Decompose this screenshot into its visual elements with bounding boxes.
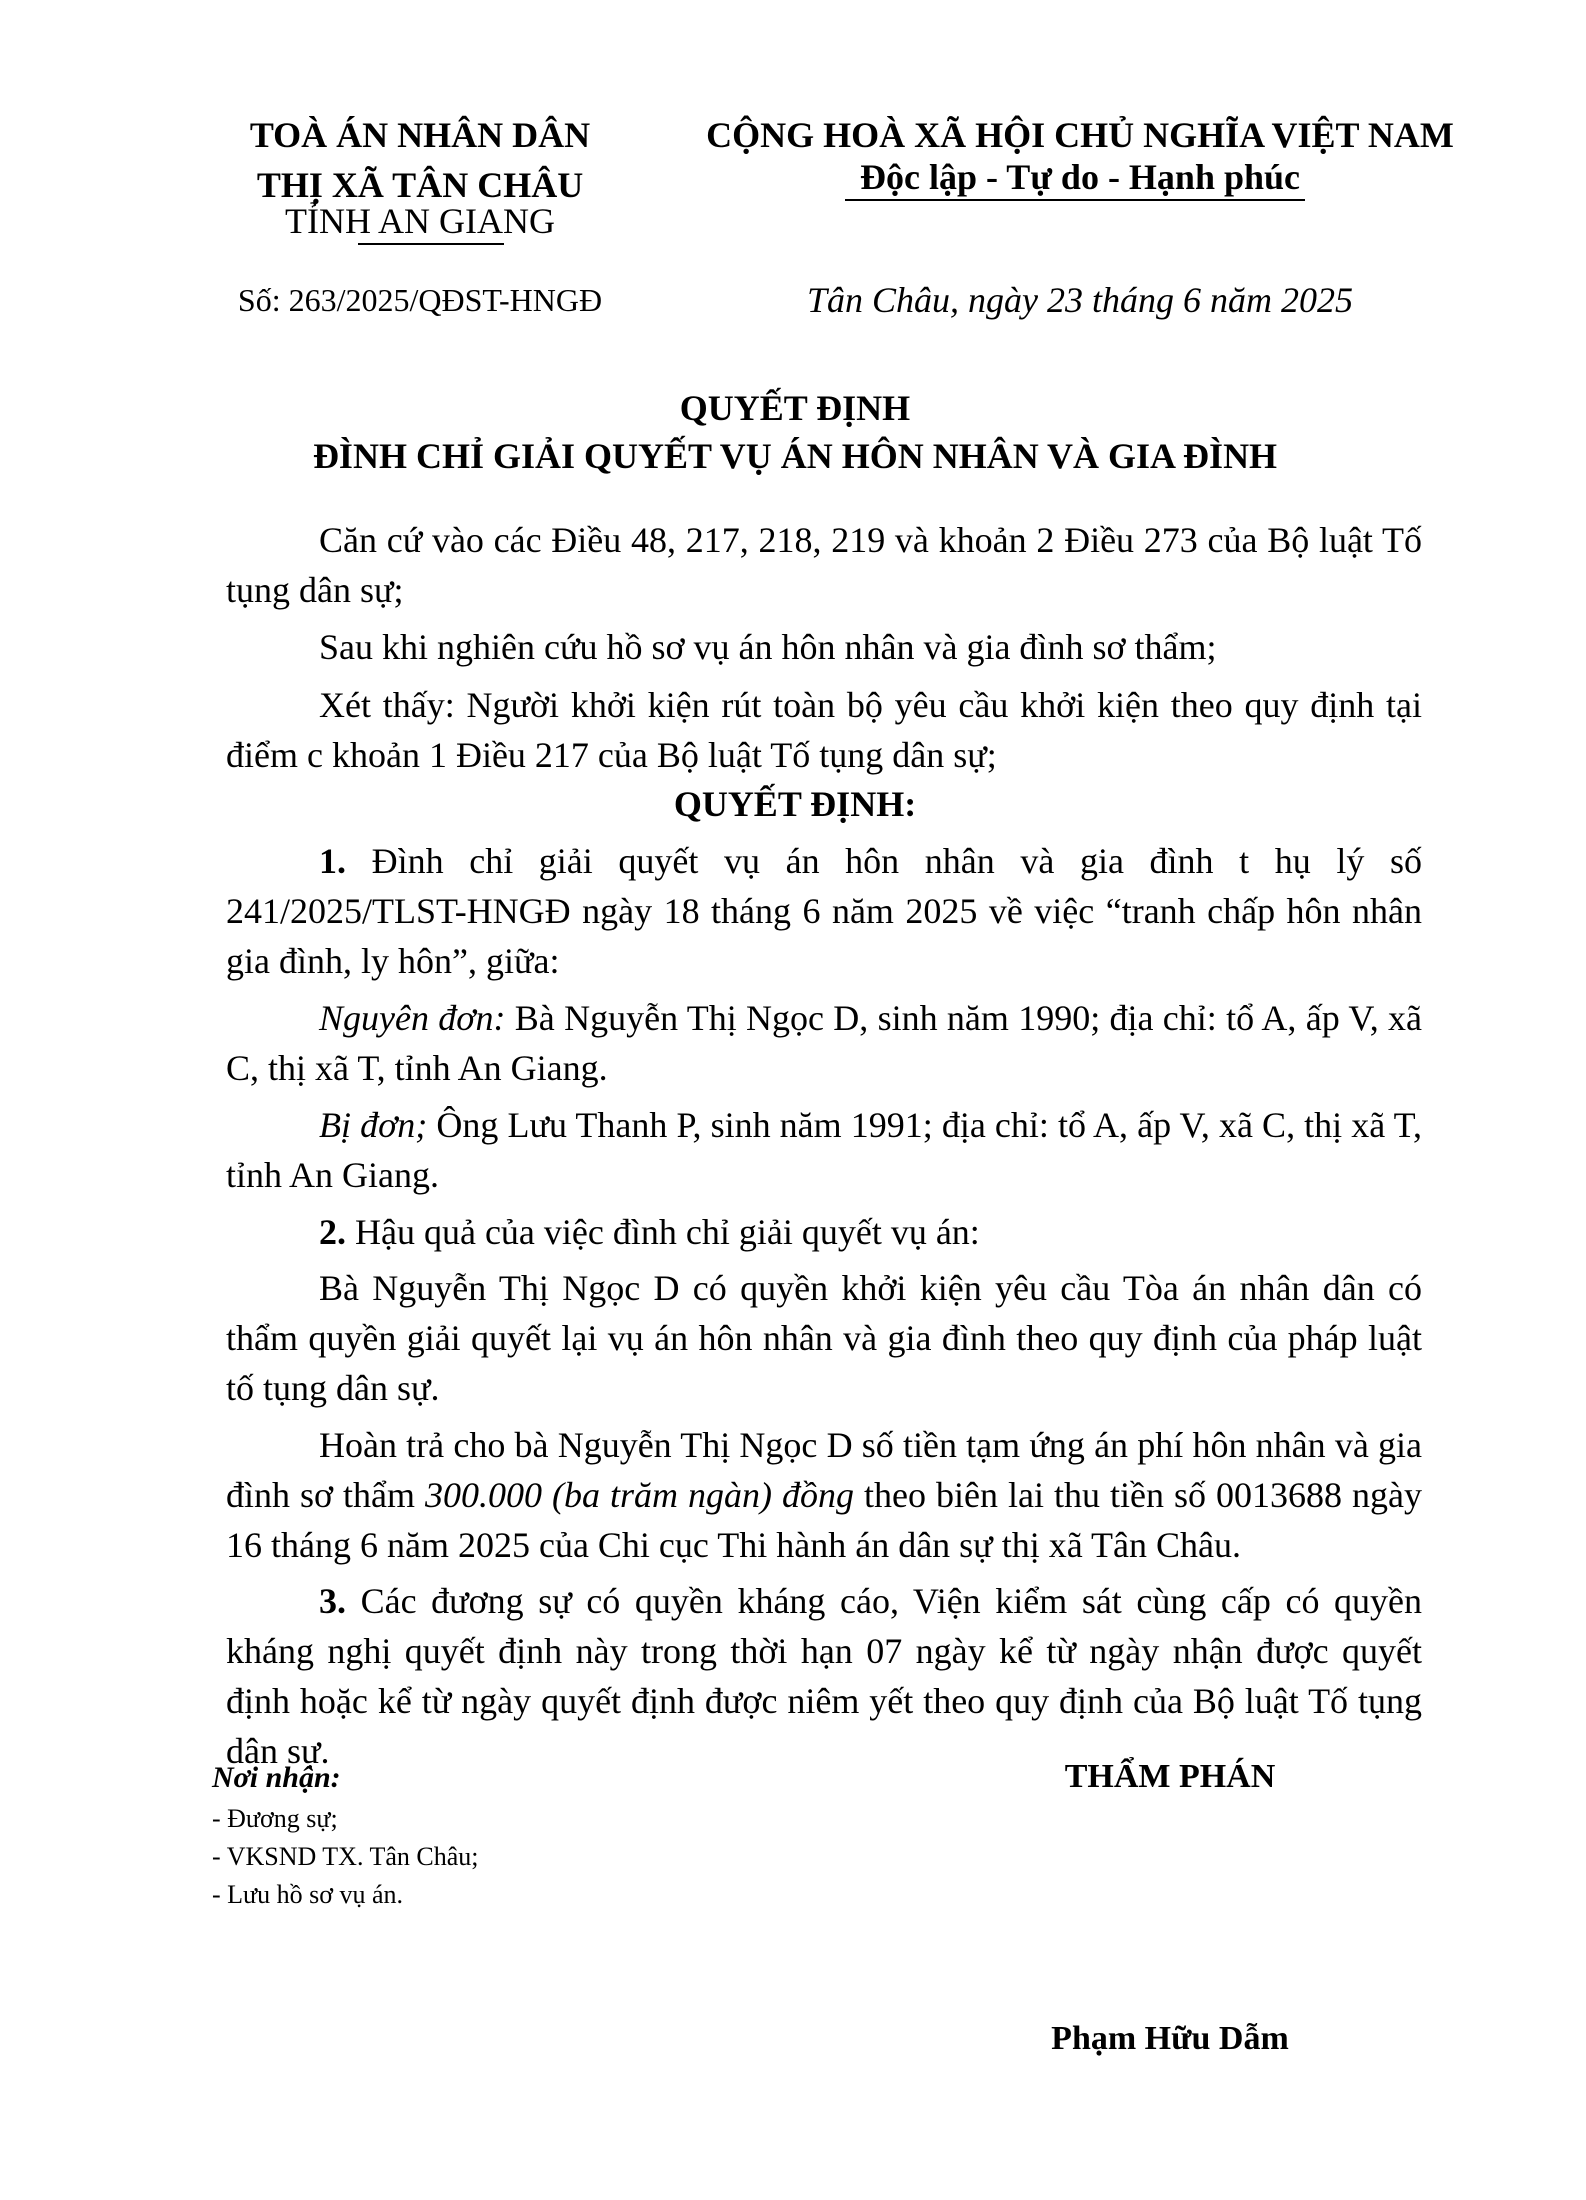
- right-header-underline: [845, 199, 1305, 201]
- signer-role: THẨM PHÁN: [1064, 1758, 1276, 1795]
- national-motto: Độc lập - Tự do - Hạnh phúc: [859, 157, 1301, 197]
- decision-heading: QUYẾT ĐỊNH:: [673, 784, 917, 824]
- title-line-2: ĐÌNH CHỈ GIẢI QUYẾT VỤ ÁN HÔN NHÂN VÀ GIA ĐÌNH: [312, 436, 1278, 476]
- plaintiff-label: Nguyên đơn:: [319, 998, 506, 1038]
- recipient-item: - Đương sự;: [212, 1804, 338, 1833]
- preamble-paragraph-2: Sau khi nghiên cứu hồ sơ vụ án hôn nhân và gia đình sơ thẩm;: [319, 627, 1217, 667]
- plaintiff-paragraph: [226, 993, 1422, 1093]
- refund-amount: 300.000 (ba trăm ngàn) đồng: [425, 1475, 855, 1515]
- item-2-number: 2.: [319, 1212, 346, 1252]
- item-2-paragraph-1: Bà Nguyễn Thị Ngọc D có quyền khởi kiện yêu cầu Tòa án nhân dân có thẩm quyền giải quyết lại vụ án hôn nhân và gia đình theo quy định của pháp luật tố tụng dân sự.: [226, 1268, 1422, 1408]
- item-3-text: Các đương sự có quyền kháng cáo, Viện kiểm sát cùng cấp có quyền kháng nghị quyết định này trong thời hạn 07 ngày kể từ ngày nhận được quyết định hoặc kể từ ngày quyết định được niêm yết theo quy định của Bộ luật Tố tụng dân sự.: [226, 1581, 1422, 1771]
- province-name: TỈNH AN GIANG: [285, 201, 555, 241]
- item-3-number: 3.: [319, 1581, 346, 1621]
- signer-name: Phạm Hữu Dẫm: [1051, 2020, 1289, 2057]
- recipients-block: [212, 1756, 712, 1914]
- document-date: Tân Châu, ngày 23 tháng 6 năm 2025: [806, 280, 1353, 320]
- item-1-number: 1.: [319, 841, 346, 881]
- item-2-text: Hậu quả của việc đình chỉ giải quyết vụ án:: [346, 1212, 980, 1252]
- left-header-underline: [358, 243, 504, 245]
- item-2-paragraph-2: [226, 1420, 1422, 1570]
- recipients-label: Nơi nhận:: [212, 1761, 341, 1794]
- document-number: Số: 263/2025/QĐST-HNGĐ: [237, 282, 603, 318]
- title-line-1: QUYẾT ĐỊNH: [679, 388, 911, 428]
- document-title: [180, 384, 1410, 480]
- recipient-item: - VKSND TX. Tân Châu;: [212, 1842, 479, 1871]
- preamble-paragraph-1: Căn cứ vào các Điều 48, 217, 218, 219 và khoản 2 Điều 273 của Bộ luật Tố tụng dân sự;: [226, 520, 1422, 610]
- court-line-1: TOÀ ÁN NHÂN DÂN: [249, 115, 591, 155]
- decision-item-3: [226, 1576, 1422, 1776]
- decision-item-1: [226, 836, 1422, 986]
- recipient-item: - Lưu hồ sơ vụ án.: [212, 1880, 404, 1909]
- plaintiff-text: Bà Nguyễn Thị Ngọc D, sinh năm 1990; địa chỉ: tổ A, ấp V, xã C, thị xã T, tỉnh An Giang.: [226, 998, 1423, 1088]
- national-title: CỘNG HOÀ XÃ HỘI CHỦ NGHĨA VIỆT NAM: [706, 115, 1454, 155]
- item-1-text: Đình chỉ giải quyết vụ án hôn nhân và gia đình t hụ lý số 241/2025/TLST-HNGĐ ngày 18 tháng 6 năm 2025 về việc “tranh chấp hôn nhân gia đình, ly hôn”, giữa:: [226, 841, 1422, 981]
- preamble-paragraph-3: Xét thấy: Người khởi kiện rút toàn bộ yêu cầu khởi kiện theo quy định tại điểm c khoản 1 Điều 217 của Bộ luật Tố tụng dân sự;: [226, 685, 1422, 775]
- decision-item-2: [226, 1207, 1422, 1257]
- defendant-paragraph: [226, 1100, 1422, 1200]
- court-name: [200, 110, 640, 210]
- defendant-label: Bị đơn;: [319, 1105, 428, 1145]
- defendant-text: Ông Lưu Thanh P, sinh năm 1991; địa chỉ: tổ A, ấp V, xã C, thị xã T, tỉnh An Giang.: [226, 1105, 1422, 1195]
- refund-text-after: theo biên lai thu tiền số 0013688 ngày 16 tháng 6 năm 2025 của Chi cục Thi hành án dân sự thị xã Tân Châu.: [226, 1475, 1422, 1565]
- refund-text-before: Hoàn trả cho bà Nguyễn Thị Ngọc D số tiền tạm ứng án phí hôn nhân và gia đình sơ thẩm: [226, 1425, 1422, 1515]
- court-line-2: THỊ XÃ TÂN CHÂU: [256, 165, 584, 205]
